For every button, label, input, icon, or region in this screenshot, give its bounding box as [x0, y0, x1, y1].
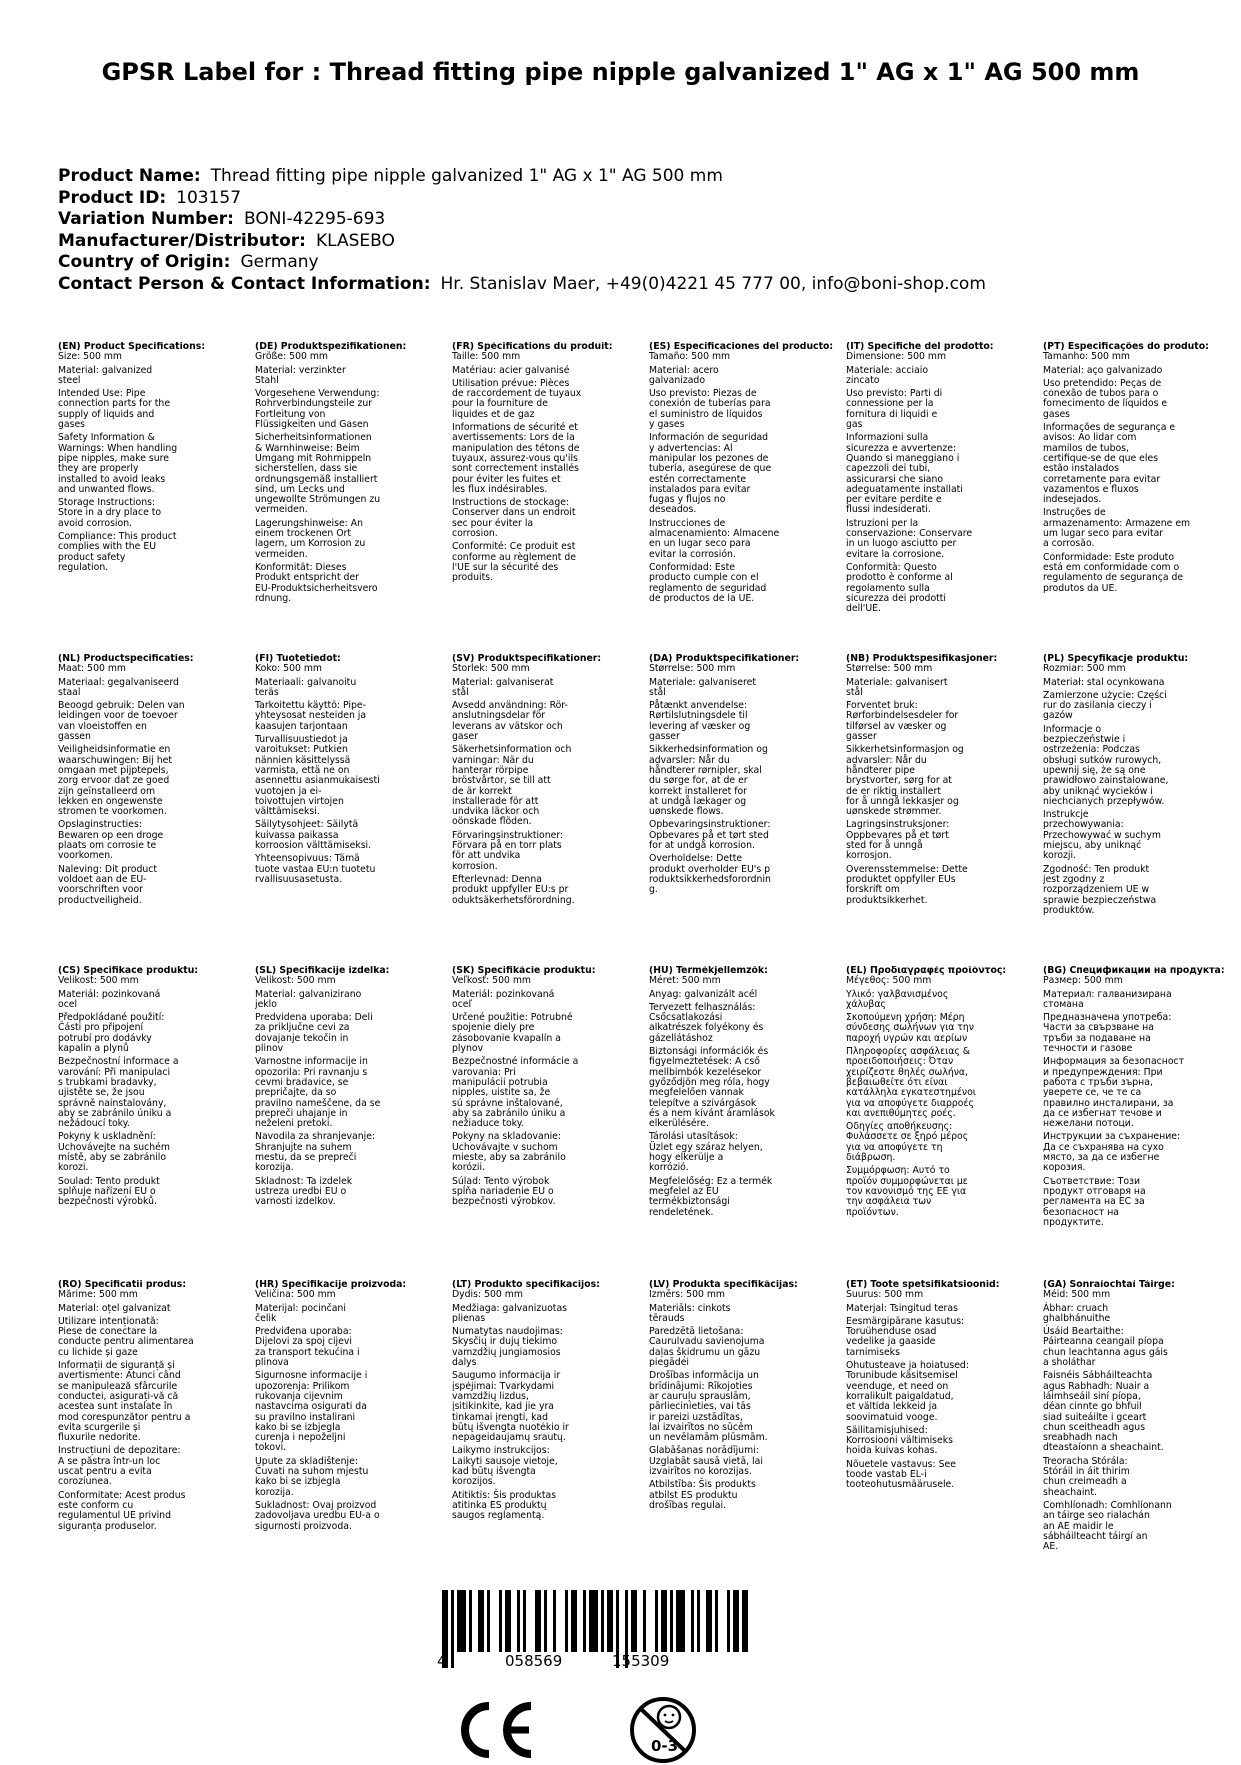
spec-line: Sigurnosne informacije i upozorenja: Prilikom rukovanja cijevnim nastavcima osigurati da su pravilno instalirani kako bi se izbjegla curenja i nepoželjni tokovi. — [255, 1370, 368, 1454]
spec-line: Tervezett felhasználás: Csőcsatlakozási alkatrészek folyékony és gázellátáshoz — [649, 1001, 764, 1044]
barcode-bar — [571, 1590, 577, 1652]
spec-line: Material: acero galvanizado — [649, 364, 719, 386]
variation-number-value: BONI-42295-693 — [243, 209, 386, 229]
spec-line: Anyag: galvanizált acél — [649, 988, 758, 1000]
spec-block-heading: (NL) Productspecificaties: — [58, 654, 194, 664]
spec-line: Lagerungshinweise: An einem trockenen Ort lagern, um Korrosion zu vermeiden. — [255, 517, 366, 560]
spec-line: Paredzētā lietošana: Caurulvadu savienojuma daļas šķidrumu un gāzu piegādei — [649, 1326, 765, 1369]
barcode-bar — [583, 1590, 586, 1652]
spec-line: Compliance: This product complies with the EU product safety regulation. — [58, 531, 177, 573]
barcode-bar — [469, 1590, 472, 1652]
spec-line: Materjal: Tsingitud teras — [846, 1302, 958, 1314]
variation-number-label: Variation Number: — [58, 209, 234, 229]
barcode-bar — [478, 1590, 484, 1652]
spec-line: Biztonsági információk és figyelmeztetések: A cső mellbimbók kezelésekor győződjön meg róla, hogy megfelelően vannak telepítve a szivárgások és a nem kívánt áramlások elkerülésére. — [649, 1046, 775, 1130]
spec-line: Maat: 500 mm — [58, 663, 126, 675]
spec-block-heading: (HU) Termékjellemzők: — [649, 966, 768, 976]
spec-block — [452, 966, 636, 1208]
barcode-bar — [697, 1590, 700, 1652]
manufacturer-row — [58, 231, 1188, 253]
country-of-origin-row — [58, 252, 1188, 274]
spec-line: Overholdelse: Dette produkt overholder EU's p roduktsikkerhedsforordnin g. — [649, 853, 771, 896]
spec-line: Informações de segurança e avisos: Ao lidar com mamilos de tubos, certifique-se de que eles estão instalados corretamente para evitar vazamentos e fluxos indesejados. — [1043, 422, 1176, 506]
spec-line: Rozmiar: 500 mm — [1043, 663, 1126, 675]
spec-line: Určené použitie: Potrubné spojenie diely pre zásobovanie kvapalín a plynov — [452, 1012, 573, 1055]
barcode-bar — [607, 1590, 613, 1652]
spec-line: Uso pretendido: Peças de conexão de tubos para o fornecimento de líquidos e gases — [1043, 377, 1168, 420]
spec-line: Förvaringsinstruktioner: Förvara på en torr plats för att undvika korrosion. — [452, 829, 564, 872]
spec-line: Material: galvaniserat stål — [452, 676, 554, 698]
spec-block — [846, 654, 1030, 906]
spec-line: Istruzioni per la conservazione: Conservare in un luogo asciutto per evitare la corrosione. — [846, 517, 973, 560]
spec-line: Conformité: Ce produit est conforme au règlement de l'UE sur la sécurité des produits. — [452, 541, 577, 584]
spec-block — [846, 966, 1030, 1218]
spec-line: Μέγεθος: 500 mm — [846, 975, 932, 987]
page-title: GPSR Label for : Thread fitting pipe nipple galvanized 1" AG x 1" AG 500 mm — [101, 58, 1140, 86]
barcode-bar — [631, 1590, 637, 1652]
spec-line: Materiale: galvaniseret stål — [649, 676, 756, 698]
spec-line: Ohutusteave ja hoiatused: Torunibude käsitsemisel veenduge, et need on korralikult paigaldatud, et vältida lekkeid ja soovimatuid vooge. — [846, 1360, 969, 1423]
spec-line: Glabāšanas norādījumi: Uzglabāt sausā vietā, lai izvairītos no korozijas. — [649, 1445, 763, 1478]
spec-line: Naleving: Dit product voldoet aan de EU- voorschriften voor productveiligheid. — [58, 863, 158, 906]
ce-mark-icon — [455, 1700, 537, 1760]
spec-line: Skladnost: Ta izdelek ustreza uredbi EU o varnosti izdelkov. — [255, 1175, 353, 1208]
spec-line: Veľkosť: 500 mm — [452, 975, 531, 987]
barcode-bars — [438, 1590, 754, 1684]
spec-line: Upute za skladištenje: Čuvati na suhom mjestu kako bi se izbjegla korozija. — [255, 1455, 369, 1498]
spec-line: Medžiaga: galvanizuotas plienas — [452, 1302, 567, 1324]
spec-block — [255, 342, 439, 604]
spec-block-heading: (SL) Specifikacije izdelka: — [255, 966, 390, 976]
spec-line: Material: verzinkter Stahl — [255, 364, 346, 386]
spec-line: Koko: 500 mm — [255, 663, 322, 675]
spec-line: Sikkerhetsinformasjon og advarsler: Når du håndterer pipe brystvorter, sørg for at de er riktig installert for å unngå lekkasjer og uønskede strømmer. — [846, 744, 964, 818]
barcode-digits-left: 058569 — [505, 1652, 563, 1670]
spec-line: Säkerhetsinformation och varningar: När du hanterar rörpipe bröstvårtor, se till att de är korrekt installerade för att undvika läckor och oönskade flöden. — [452, 744, 572, 828]
spec-line: Materiaal: gegalvaniseerd staal — [58, 676, 179, 698]
spec-line: Soulad: Tento produkt splňuje nařízení EU o bezpečnosti výrobků. — [58, 1175, 160, 1208]
barcode-bar — [661, 1590, 667, 1652]
spec-block — [649, 654, 833, 896]
spec-line: Nõuetele vastavus: See toode vastab EL-i tooteohutusmäärusele. — [846, 1458, 956, 1491]
spec-line: Navodila za shranjevanje: Shranjujte na suhem mestu, da se prepreči korozija. — [255, 1131, 376, 1174]
spec-block — [846, 342, 1030, 614]
spec-line: Material: oțel galvanizat — [58, 1302, 171, 1314]
barcode-bar — [727, 1590, 730, 1652]
spec-line: Informazioni sulla sicurezza e avvertenze: Quando si maneggiano i capezzoli dei tubi, assicurarsi che siano adeguatamente installati per evitare perdite e flussi indesiderati. — [846, 432, 963, 516]
spec-block-heading: (ES) Especificaciones del producto: — [649, 342, 833, 352]
spec-line: Saugumo informacija ir įspėjimai: Tvarkydami vamzdžių lizdus, įsitikinkite, kad jie yra tinkamai įrengti, kad būtų išvengta nuotėkio ir nepageidaujamų srautų. — [452, 1370, 569, 1444]
spec-block-heading: (FR) Spécifications du produit: — [452, 342, 613, 352]
contact-row — [58, 274, 1188, 296]
spec-line: Utilizare intenționată: Piese de conectare la conducte pentru alimentarea cu lichide și gaze — [58, 1315, 194, 1358]
spec-line: Zamierzone użycie: Części rur do zasilania cieczy i gazów — [1043, 689, 1167, 722]
barcode-bar — [715, 1590, 718, 1652]
spec-block — [58, 1280, 242, 1532]
spec-line: Turvallisuustiedot ja varoitukset: Putkien nännien käsittelyssä varmista, että ne on asennettu asianmukaisesti vuotojen ja ei- toivottujen virtojen välttämiseksi. — [255, 734, 380, 818]
product-id-label: Product ID: — [58, 187, 167, 208]
spec-line: Numatytas naudojimas: Skysčių ir dujų tiekimo vamzdžių jungiamosios dalys — [452, 1326, 563, 1369]
spec-line: Opslaginstructies: Bewaren op een droge plaats om corrosie te voorkomen. — [58, 819, 164, 862]
spec-block — [1043, 654, 1227, 916]
contact-label: Contact Person & Contact Information: — [58, 273, 431, 294]
spec-block-heading: (FI) Tuotetiedot: — [255, 654, 341, 664]
spec-line: Beoogd gebruik: Delen van leidingen voor de toevoer van vloeistoffen en gassen — [58, 700, 185, 743]
spec-block-heading: (LT) Produkto specifikacijos: — [452, 1280, 600, 1290]
spec-line: Instructions de stockage: Conserver dans un endroit sec pour éviter la corrosion. — [452, 497, 576, 540]
spec-line: Tamaño: 500 mm — [649, 351, 731, 363]
spec-line: Tamanho: 500 mm — [1043, 351, 1130, 363]
spec-block-heading: (IT) Specifiche del prodotto: — [846, 342, 994, 352]
spec-line: Overensstemmelse: Dette produktet oppfyller EUs forskrift om produktsikkerhet. — [846, 863, 968, 906]
spec-block — [255, 966, 439, 1208]
spec-block — [1043, 1280, 1227, 1552]
product-info — [58, 166, 1188, 295]
spec-block — [649, 966, 833, 1218]
spec-line: Dydis: 500 mm — [452, 1289, 523, 1301]
spec-block-heading: (PL) Specyfikacje produktu: — [1043, 654, 1189, 664]
spec-line: Varnostne informacije in opozorila: Pri ravnanju s cevmi bradavice, se prepričajte, da so pravilno nameščene, da se prepreči uhajanje in neželeni pretoki. — [255, 1056, 381, 1130]
contact-value: Hr. Stanislav Maer, +49(0)4221 45 777 00, info@boni-shop.com — [440, 273, 986, 294]
spec-line: Uso previsto: Parti di connessione per la fornitura di liquidi e gas — [846, 388, 943, 431]
spec-line: Informații de siguranță și avertismente: Atunci când se manipulează sfârcurile conductei, asigurați-vă că acestea sunt instalate în mod corespunzător pentru a evita scurgerile și fluxurile nedorite. — [58, 1360, 191, 1444]
spec-block — [452, 654, 636, 906]
variation-number-row — [58, 209, 1188, 231]
spec-block-heading: (CS) Specifikace produktu: — [58, 966, 199, 976]
spec-block — [1043, 966, 1227, 1228]
barcode-bar — [544, 1590, 547, 1652]
spec-line: Materiál: pozinkovaná ocel — [58, 988, 161, 1010]
spec-block-heading: (RO) Specificatii produs: — [58, 1280, 187, 1290]
spec-line: Материал: галванизирана стомана — [1043, 988, 1172, 1010]
spec-line: Storlek: 500 mm — [452, 663, 530, 675]
spec-line: Materiał: stal ocynkowana — [1043, 676, 1165, 688]
barcode-bar — [670, 1590, 673, 1652]
spec-line: Yhteensopivuus: Tämä tuote vastaa EU:n tuotetu rvallisuusasetusta. — [255, 853, 376, 885]
barcode-bar — [517, 1590, 520, 1652]
barcode-bar — [487, 1590, 490, 1652]
spec-block-heading: (GA) Sonraíochtaí Táirge: — [1043, 1280, 1175, 1290]
spec-line: Súlad: Tento výrobok spĺňa nariadenie EU o bezpečnosti výrobkov. — [452, 1175, 556, 1208]
spec-line: Materiale: acciaio zincato — [846, 364, 929, 386]
spec-line: Predviđena uporaba: Dijelovi za spoj cijevi za transport tekućina i plinova — [255, 1326, 360, 1369]
spec-line: Forventet bruk: Rørforbindelsesdeler for tilførsel av væsker og gasser — [846, 700, 959, 743]
spec-line: Conformidade: Este produto está em conformidade com o regulamento de segurança de produtos da UE. — [1043, 551, 1184, 594]
spec-line: Méret: 500 mm — [649, 975, 721, 987]
spec-line: Megfelelőség: Ez a termék megfelel az EU termékbiztonsági rendeletének. — [649, 1175, 773, 1218]
manufacturer-label: Manufacturer/Distributor: — [58, 230, 306, 251]
spec-line: Treoracha Stórála: Stóráil in áit thirim chun creimeadh a sheachaint. — [1043, 1455, 1130, 1498]
spec-line: Инструкции за съхранение: Да се съхранява на сухо място, за да се избегне корозия. — [1043, 1131, 1181, 1174]
barcode-digits-right: 155309 — [612, 1652, 670, 1670]
spec-line: Υλικό: γαλβανισμένος χάλυβας — [846, 988, 949, 1010]
spec-block-heading: (DA) Produktspecifikationer: — [649, 654, 800, 664]
spec-line: Avsedd användning: Rör- anslutningsdelar för leverans av vätskor och gaser — [452, 700, 568, 743]
spec-block — [58, 654, 242, 906]
spec-block-heading: (SK) Špecifikácie produktu: — [452, 966, 596, 976]
spec-line: Conformitate: Acest produs este conform cu regulamentul UE privind siguranța produselor. — [58, 1489, 186, 1532]
spec-line: Faisnéis Sábháilteachta agus Rabhadh: Nuair a láimhseáil siní píopa, déan cinnte go bhfuil siad suiteáilte i gceart chun sceitheadh agus sreabhadh nach dteastaíonn a sheachaint. — [1043, 1370, 1164, 1454]
barcode-bar — [733, 1590, 739, 1652]
spec-line: Opbevaringsinstruktioner: Opbevares på et tørt sted for at undgå korrosion. — [649, 819, 771, 852]
barcode-bar — [451, 1590, 454, 1668]
spec-line: Sicherheitsinformationen & Warnhinweise: Beim Umgang mit Rohrnippeln sicherstellen, dass sie ordnungsgemäß installiert sind, um Lecks und ungewollte Strömungen zu vermeiden. — [255, 432, 381, 516]
spec-line: Instrukcje przechowywania: Przechowywać w suchym miejscu, aby uniknąć korozji. — [1043, 809, 1161, 862]
spec-line: Velikost: 500 mm — [255, 975, 336, 987]
spec-line: Velikost: 500 mm — [58, 975, 139, 987]
spec-block — [452, 1280, 636, 1522]
spec-line: Suurus: 500 mm — [846, 1289, 924, 1301]
spec-line: Ábhar: cruach ghalbhánuithe — [1043, 1302, 1111, 1324]
spec-line: Bezpečnostní informace a varování: Při manipulaci s trubkami bradavky, ujistěte se, že jsou správně nainstalovány, aby se zabránilo úniku a nežádoucí toky. — [58, 1056, 179, 1130]
spec-line: Konformität: Dieses Produkt entspricht der EU-Produktsicherheitsvero rdnung. — [255, 561, 378, 604]
spec-line: Størrelse: 500 mm — [649, 663, 736, 675]
spec-line: Pokyny k uskladnění: Uchovávejte na suchém místě, aby se zabránilo korozi. — [58, 1131, 170, 1174]
spec-line: Material: galvanized steel — [58, 364, 153, 386]
spec-line: Conformidad: Este producto cumple con el reglamento de seguridad de productos de la UE. — [649, 561, 767, 604]
barcode-bar — [691, 1590, 694, 1652]
spec-line: Intended Use: Pipe connection parts for the supply of liquids and gases — [58, 388, 171, 431]
spec-line: Méid: 500 mm — [1043, 1289, 1111, 1301]
manufacturer-value: KLASEBO — [315, 230, 395, 251]
spec-line: Συμμόρφωση: Αυτό το προϊόν συμμορφώνεται με τον κανονισμό της ΕΕ για την ασφάλεια των προϊόντων. — [846, 1165, 968, 1218]
spec-line: Информация за безопасност и предупреждения: При работа с тръби зърна, уверете се, че те са правилно инсталирани, за да се избегнат течове и нежелани потоци. — [1043, 1056, 1185, 1130]
spec-line: Veličina: 500 mm — [255, 1289, 336, 1301]
spec-line: Materiál: pozinkovaná oceľ — [452, 988, 555, 1010]
spec-line: Safety Information & Warnings: When handling pipe nipples, make sure they are properly installed to avoid leaks and unwanted flows. — [58, 432, 178, 495]
spec-line: Размер: 500 mm — [1043, 975, 1123, 987]
spec-line: Informacje o bezpieczeństwie i ostrzeżenia: Podczas obsługi sutków rurowych, upewnij się, że są one prawidłowo zainstalowane, aby uniknąć wycieków i niechcianych przepływów. — [1043, 723, 1169, 807]
spec-line: Utilisation prévue: Pièces de raccordement de tuyaux pour la fourniture de liquides et de gaz — [452, 377, 582, 420]
spec-line: Предназначена употреба: Части за свързване на тръби за подаване на течности и газове — [1043, 1012, 1172, 1055]
spec-line: Conformità: Questo prodotto è conforme al regolamento sulla sicurezza dei prodotti dell'UE. — [846, 561, 953, 615]
barcode — [438, 1590, 754, 1684]
barcode-bar — [655, 1590, 658, 1652]
spec-line: Pokyny na skladovanie: Uchovávajte v suchom mieste, aby sa zabránilo korózii. — [452, 1131, 566, 1174]
spec-line: Instrucțiuni de depozitare: A se păstra într-un loc uscat pentru a evita coroziunea. — [58, 1445, 181, 1488]
spec-line: Съответствие: Този продукт отговаря на регламента на ЕС за безопасност на продуктите. — [1043, 1175, 1146, 1228]
product-id-row — [58, 188, 1188, 210]
spec-line: Predvidena uporaba: Deli za priključne cevi za dovajanje tekočin in plinov — [255, 1012, 373, 1055]
spec-block-heading: (LV) Produkta specifikācijas: — [649, 1280, 798, 1290]
spec-line: Lagringsinstruksjoner: Oppbevares på et tørt sted for å unngå korrosjon. — [846, 819, 950, 862]
spec-line: Matériau: acier galvanisé — [452, 364, 570, 376]
spec-line: Οδηγίες αποθήκευσης: Φυλάσσετε σε ξηρό μέρος για να αποφύγετε τη διάβρωση. — [846, 1121, 969, 1164]
spec-block — [255, 654, 439, 885]
spec-line: Atitiktis: Šis produktas atitinka ES produktų saugos reglamentą. — [452, 1489, 557, 1522]
barcode-bar — [589, 1590, 598, 1652]
spec-line: Materijal: pocinčani čelik — [255, 1302, 346, 1324]
spec-line: Taille: 500 mm — [452, 351, 521, 363]
spec-line: Informations de sécurité et avertissements: Lors de la manipulation des tétons de tuyaux, assurez-vous qu'ils sont correctement installés pour éviter les fuites et les flux indésirables. — [452, 422, 580, 495]
spec-block-heading: (HR) Specifikacije proizvoda: — [255, 1280, 407, 1290]
spec-line: Sikkerhedsinformation og advarsler: Når du håndterer rørnipler, skal du sørge for, at de er korrekt installeret for at undgå lækager og uønskede flows. — [649, 744, 768, 818]
spec-line: Instruções de armazenamento: Armazene em um lugar seco para evitar a corrosão. — [1043, 507, 1191, 550]
spec-line: Säilytysohjeet: Säilytä kuivassa paikassa korroosion välttämiseksi. — [255, 819, 372, 852]
product-name-row — [58, 166, 1188, 188]
spec-block-heading: (EL) Προδιαγραφές προϊόντος: — [846, 966, 1007, 976]
spec-block-heading: (EN) Product Specifications: — [58, 342, 206, 352]
spec-line: Vorgesehene Verwendung: Rohrverbindungsteile zur Fortleitung von Flüssigkeiten und Gasen — [255, 388, 380, 431]
spec-block-heading: (SV) Produktspecifikationer: — [452, 654, 602, 664]
spec-block-heading: (NB) Produktspesifikasjoner: — [846, 654, 998, 664]
spec-line: Tarkoitettu käyttö: Pipe- yhteysosat nesteiden ja kaasujen tarjontaan — [255, 700, 367, 732]
spec-line: Información de seguridad y advertencias: Al manipular los pezones de tubería, asegúrese de que estén correctamente instalados para evitar fugas y flujos no deseados. — [649, 432, 772, 516]
spec-line: Sukladnost: Ovaj proizvod zadovoljava uredbu EU-a o sigurnosti proizvoda. — [255, 1499, 380, 1532]
spec-block — [649, 342, 833, 604]
product-name-value: Thread fitting pipe nipple galvanized 1" AG x 1" AG 500 mm — [210, 166, 723, 186]
product-id-value: 103157 — [176, 187, 242, 208]
barcode-bar — [499, 1590, 502, 1652]
spec-line: Atbilstība: Šis produkts atbilst ES produktu drošības regulai. — [649, 1479, 756, 1511]
barcode-bar — [643, 1590, 646, 1652]
spec-line: Tárolási utasítások: Üzlet egy száraz helyen, hogy elkerülje a korrózió. — [649, 1131, 763, 1174]
not-for-children-0-3-icon — [628, 1695, 698, 1765]
spec-line: Uso previsto: Piezas de conexión de tuberías para el suministro de líquidos y gases — [649, 388, 771, 431]
spec-block-heading: (ET) Toote spetsifikatsioonid: — [846, 1280, 1000, 1290]
barcode-bar — [457, 1590, 466, 1652]
spec-line: Comhlíonadh: Comhlíonann an táirge seo rialachán an AE maidir le sábháilteacht táirgí an AE. — [1043, 1499, 1172, 1553]
spec-line: Πληροφορίες ασφάλειας & προειδοποιήσεις: Όταν χειρίζεστε θηλές σωλήνα, βεβαιωθείτε ότι είναι κατάλληλα εγκατεστημένοι για να αποφύγετε διαρροές και ανεπιθύμητες ροές. — [846, 1046, 976, 1119]
barcode-bar — [523, 1590, 526, 1652]
spec-line: Izmērs: 500 mm — [649, 1289, 725, 1301]
spec-line: Dimensione: 500 mm — [846, 351, 947, 363]
spec-line: Předpokládané použití: Části pro připojení potrubí pro dodávky kapalin a plynů — [58, 1012, 165, 1055]
spec-line: Efterlevnad: Denna produkt uppfyller EU:s pr oduktsäkerhetsförordning. — [452, 873, 575, 906]
spec-line: Size: 500 mm — [58, 351, 122, 363]
barcode-bar — [565, 1590, 568, 1652]
barcode-digit-first: 4 — [437, 1652, 447, 1670]
spec-line: Eesmärgipärane kasutus: Toruühenduse osad vedelike ja gaaside tarnimiseks — [846, 1315, 965, 1358]
spec-line: Bezpečnostné informácie a varovania: Pri manipulácii potrubia nipples, uistite sa, že sú správne inštalované, aby sa zabránilo úniku a nežiaduce toky. — [452, 1056, 579, 1130]
spec-block — [58, 966, 242, 1208]
country-of-origin-label: Country of Origin: — [58, 252, 231, 272]
spec-line: Størrelse: 500 mm — [846, 663, 933, 675]
spec-line: Material: galvanizirano jeklo — [255, 988, 362, 1010]
barcode-bar — [742, 1590, 748, 1652]
spec-line: Laikymo instrukcijos: Laikyti sausoje vietoje, kad būtų išvengta korozijos. — [452, 1445, 558, 1488]
barcode-bar — [676, 1590, 685, 1652]
spec-block — [452, 342, 636, 584]
product-name-label: Product Name: — [58, 166, 201, 186]
barcode-bar — [706, 1590, 712, 1652]
barcode-bar — [505, 1590, 511, 1652]
spec-block-heading: (PT) Especificações do produto: — [1043, 342, 1209, 352]
spec-line: Σκοπούμενη χρήση: Μέρη σύνδεσης σωλήνων για την παροχή υγρών και αερίων — [846, 1012, 974, 1044]
spec-line: Größe: 500 mm — [255, 351, 328, 363]
spec-block-heading: (DE) Produktspezifikationen: — [255, 342, 407, 352]
spec-line: Úsáid Beartaithe: Páirteanna ceangail píopa chun leachtanna agus gáis a sholáthar — [1043, 1326, 1168, 1369]
spec-line: Materiaali: galvanoitu teräs — [255, 676, 357, 698]
spec-line: Påtænkt anvendelse: Rørtilslutningsdele til levering af væsker og gasser — [649, 700, 751, 743]
spec-block — [649, 1280, 833, 1511]
barcode-bar — [553, 1590, 556, 1652]
spec-block — [846, 1280, 1030, 1491]
spec-line: Zgodność: Ten produkt jest zgodny z rozporządzeniem UE w sprawie bezpieczeństwa produktów. — [1043, 863, 1157, 916]
spec-line: Säilitamisjuhised: Korrosiooni vältimiseks hoida kuivas kohas. — [846, 1424, 953, 1457]
spec-line: Mărime: 500 mm — [58, 1289, 138, 1301]
spec-line: Material: aço galvanizado — [1043, 364, 1163, 376]
spec-block — [58, 342, 242, 573]
age-label: 0-3 — [651, 1737, 679, 1755]
country-of-origin-value: Germany — [240, 252, 319, 272]
spec-line: Storage Instructions: Store in a dry place to avoid corrosion. — [58, 497, 162, 529]
barcode-bar — [601, 1590, 604, 1652]
spec-line: Drošības informācija un brīdinājumi: Rīkojoties ar cauruļu sprauslām, pārliecinieties, vai tās ir pareizi uzstādītas, lai izvairītos no sūcēm un nevēlamām plūsmām. — [649, 1370, 768, 1444]
spec-line: Materiāls: cinkots tērauds — [649, 1302, 731, 1324]
spec-block — [1043, 342, 1227, 594]
spec-line: Materiale: galvanisert stål — [846, 676, 948, 698]
spec-block-heading: (BG) Спецификации на продукта: — [1043, 966, 1225, 976]
barcode-bar — [535, 1590, 541, 1652]
spec-line: Veiligheidsinformatie en waarschuwingen: Bij het omgaan met pijptepels, zorg ervoor dat ze goed zijn geïnstalleerd om lekken en ongewenste stromen te voorkomen. — [58, 744, 172, 818]
spec-line: Instrucciones de almacenamiento: Almacene en un lugar seco para evitar la corrosión. — [649, 517, 780, 560]
spec-block — [255, 1280, 439, 1532]
